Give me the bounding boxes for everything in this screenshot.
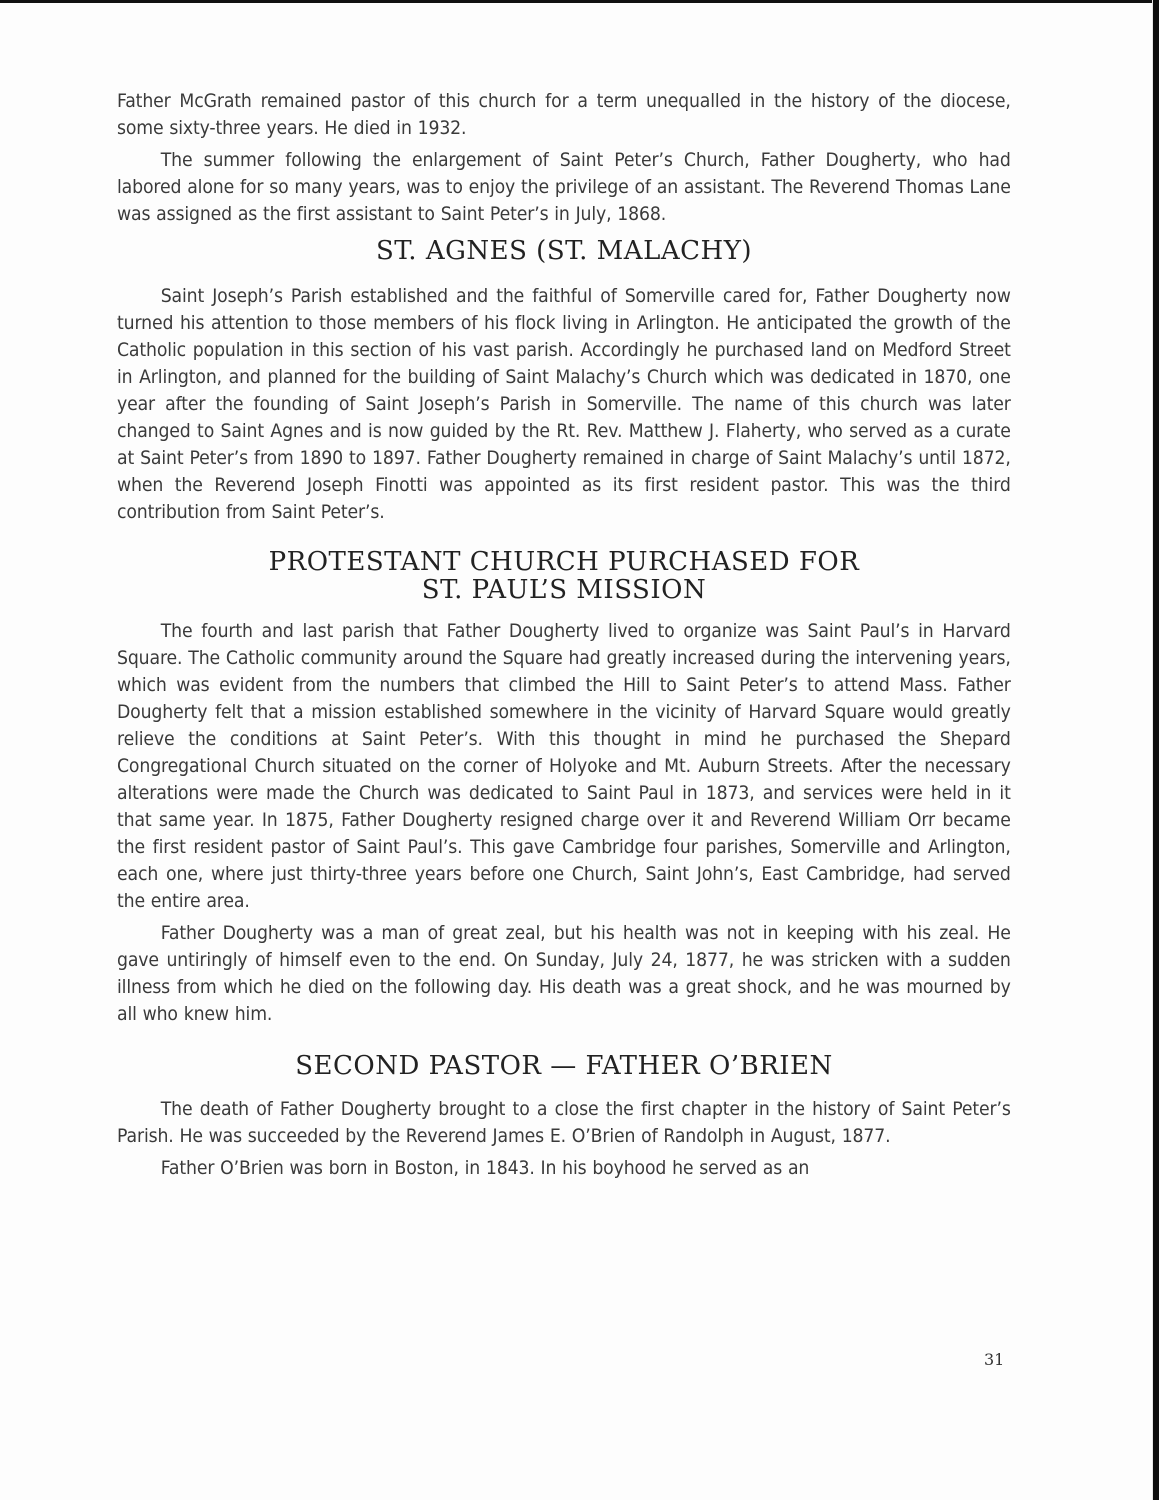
scan-right-edge (1153, 0, 1159, 1500)
heading-second-pastor: SECOND PASTOR — FATHER O’BRIEN (295, 1051, 833, 1081)
paragraph-st-malachy: Saint Joseph’s Parish established and the faithful of Somerville cared for, Father Dougherty now turned his attention to those members of his flock living in Arlington. He anticipated the growth of the Catholic population in this section of his vast parish. Accordingly he purchased land on Medford Street in Arlington, and planned for the building of Saint Malachy’s Church which was dedicated in 1870, one year after the founding of Saint Joseph’s Parish in Somerville. The name of this church was later changed to Saint Agnes and is now guided by the Rt. Rev. Matthew J. Flaherty, who served as a curate at Saint Peter’s from 1890 to 1897. Father Dougherty remained in charge of Saint Malachy’s until 1872, when the Reverend Joseph Finotti was appointed as its first resident pastor. This was the third contribution from Saint Peter’s. (117, 286, 1011, 523)
document-page (117, 88, 1011, 1182)
paragraph-mcgrath-term: Father McGrath remained pastor of this church for a term unequalled in the history of the diocese, some sixty-three years. He died in 1932. (117, 91, 1011, 139)
paragraph-obrien-succession: The death of Father Dougherty brought to a close the first chapter in the history of Saint Peter’s Parish. He was succeeded by the Reverend James E. O’Brien of Randolph in August, 1877. (117, 1099, 1011, 1147)
paragraph-obrien-born: Father O’Brien was born in Boston, in 1843. In his boyhood he served as an (160, 1158, 810, 1179)
page-number: 31 (984, 1350, 1005, 1369)
scan-top-edge (0, 0, 1159, 3)
heading-line-2: ST. PAUL’S MISSION (421, 575, 707, 605)
paragraph-st-pauls: The fourth and last parish that Father Dougherty lived to organize was Saint Paul’s in Harvard Square. The Catholic community around the Square had greatly increased during the intervening years, which was evident from the numbers that climbed the Hill to Saint Peter’s to attend Mass. Father Dougherty felt that a mission established somewhere in the vicinity of Harvard Square would greatly relieve the conditions at Saint Peter’s. With this thought in mind he purchased the Shepard Congregational Church situated on the corner of Holyoke and Mt. Auburn Streets. After the necessary alterations were made the Church was dedicated to Saint Paul in 1873, and services were held in it that same year. In 1875, Father Dougherty resigned charge over it and Reverend William Orr became the first resident pastor of Saint Paul’s. This gave Cambridge four parishes, Somerville and Arlington, each one, where just thirty-three years before one Church, Saint John’s, East Cambridge, had served the entire area. (117, 621, 1011, 912)
heading-st-agnes: ST. AGNES (ST. MALACHY) (375, 236, 753, 266)
paragraph-first-assistant: The summer following the enlargement of Saint Peter’s Church, Father Dougherty, who had labored alone for so many years, was to enjoy the privilege of an assistant. The Reverend Thomas Lane was assigned as the first assistant to Saint Peter’s in July, 1868. (117, 150, 1011, 225)
heading-protestant-church (117, 548, 1011, 604)
heading-line-1: PROTESTANT CHURCH PURCHASED FOR (268, 547, 860, 577)
paragraph-dougherty-death: Father Dougherty was a man of great zeal, but his health was not in keeping with his zeal. He gave untiringly of himself even to the end. On Sunday, July 24, 1877, he was stricken with a sudden illness from which he died on the following day. His death was a great shock, and he was mourned by all who knew him. (117, 923, 1011, 1025)
